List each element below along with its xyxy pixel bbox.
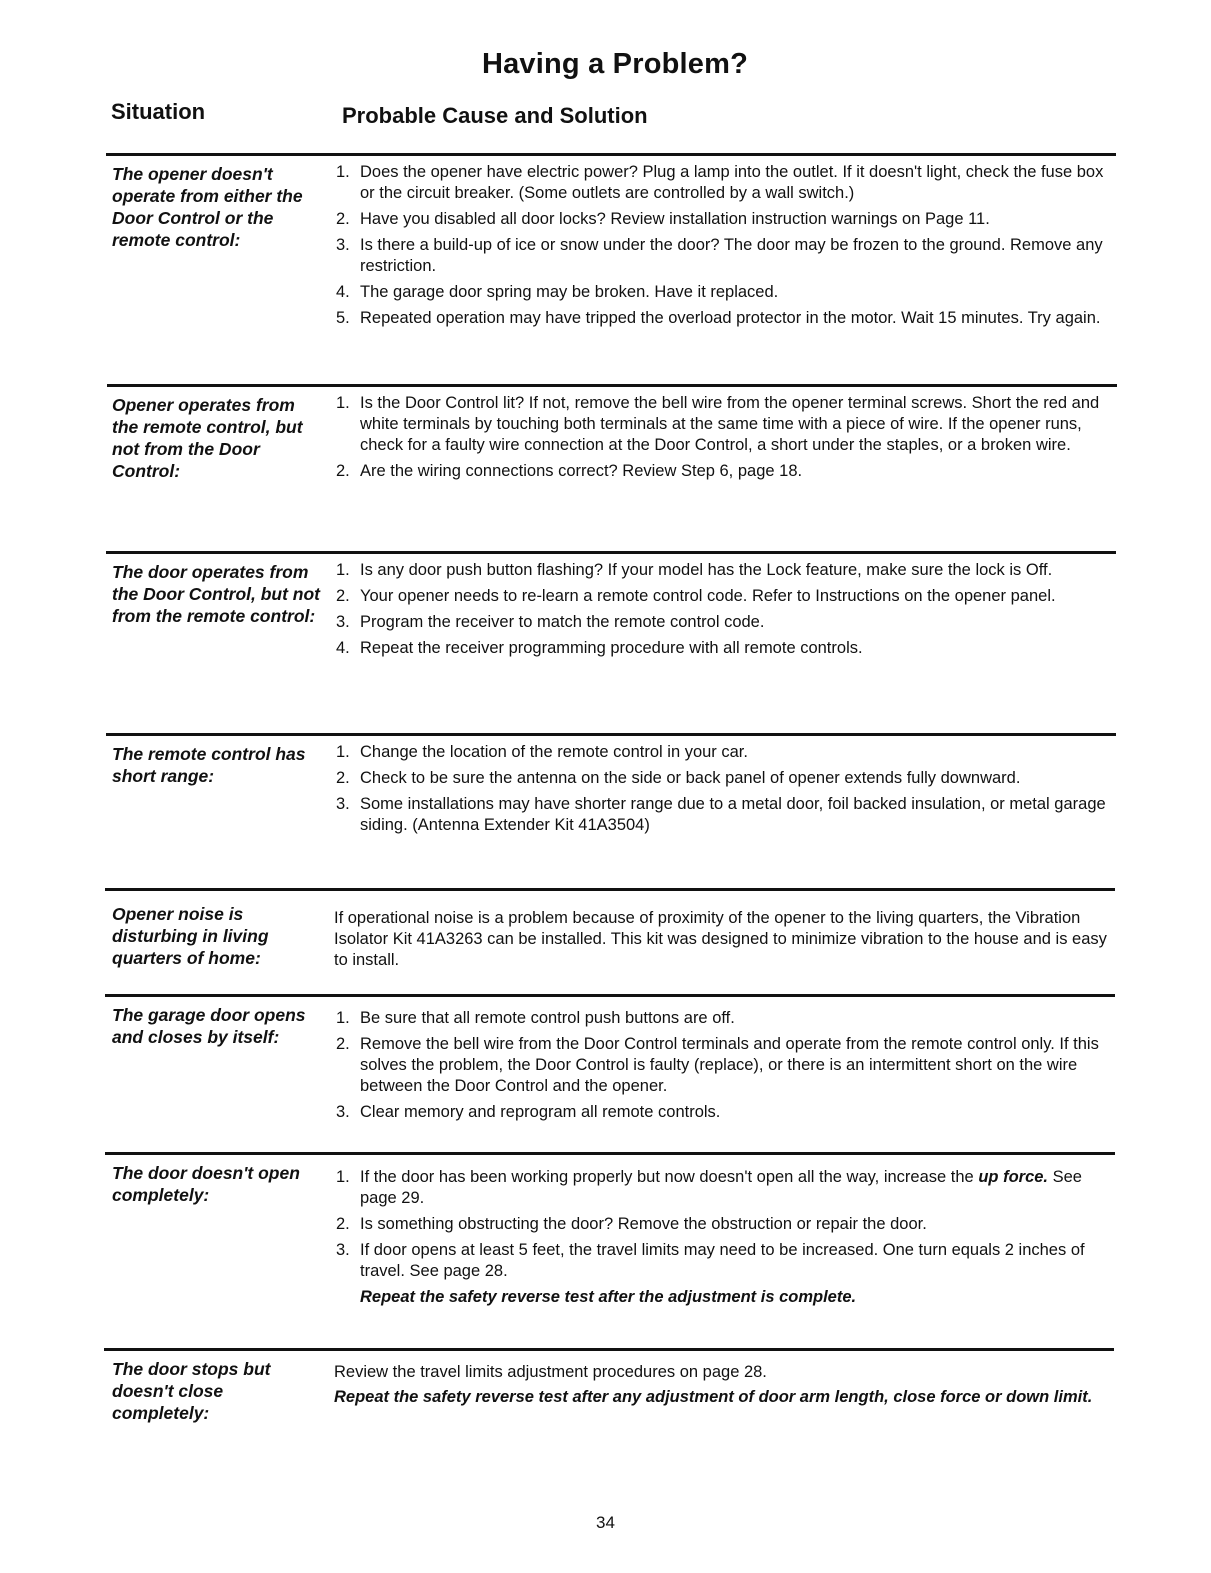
section-divider (107, 384, 1117, 387)
solution-paragraph: Review the travel limits adjustment procedures on page 28. Repeat the safety reverse test after any adjustment of door arm length, close force or down limit. (334, 1362, 1109, 1412)
list-item: 1. Does the opener have electric power? Plug a lamp into the outlet. If it doesn't light, check the fuse box or the circuit breaker. (Some outlets are controlled by a wall switch.) (336, 163, 1104, 202)
section-divider (106, 551, 1116, 554)
cause-column-header: Probable Cause and Solution (342, 103, 648, 128)
situation-text: Opener operates from the remote control, but not from the Door Control: (112, 395, 303, 481)
list-item: 3. Clear memory and reprogram all remote controls. (336, 1103, 721, 1121)
section-divider (105, 994, 1115, 997)
safety-warning: Repeat the safety reverse test after the adjustment is complete. (360, 1288, 857, 1306)
list-item: 4. The garage door spring may be broken. Have it replaced. (336, 283, 779, 301)
list-item: 1. Is any door push button flashing? If your model has the Lock feature, make sure the lock is Off. (336, 561, 1053, 579)
list-item: 5. Repeated operation may have tripped the overload protector in the motor. Wait 15 minutes. Try again. (336, 309, 1101, 327)
list-item: 2. Remove the bell wire from the Door Control terminals and operate from the remote control only. If this solves the problem, the Door Control is faulty (replace), or there is an intermittent short on the wire between the Door Control and the opener. (336, 1035, 1099, 1095)
list-item: 3. Some installations may have shorter range due to a metal door, foil backed insulation, or metal garage siding. (Antenna Extender Kit 41A3504) (336, 795, 1106, 834)
page-title: Having a Problem? (481, 48, 749, 80)
section-divider (104, 1348, 1114, 1351)
section-divider (106, 733, 1116, 736)
list-item: 1. Is the Door Control lit? If not, remove the bell wire from the opener terminal screws. Short the red and white terminals by touching both terminals at the same time with a piece of wire. If the opener runs, check for a faulty wire connection at the Door Control, a short under the staples, or a broken wire. (336, 394, 1100, 454)
list-item: 3. Is there a build-up of ice or snow under the door? The door may be frozen to the ground. Remove any restriction. (336, 236, 1103, 275)
list-item: 3. Program the receiver to match the remote control code. (336, 613, 765, 631)
solution-paragraph: If operational noise is a problem because of proximity of the opener to the living quarters, the Vibration Isolator Kit 41A3263 can be installed. This kit was designed to minimize vibration to the house and is easy to install. (334, 909, 1107, 969)
section-divider (106, 153, 1116, 156)
solution-list (334, 393, 1109, 487)
solution-list (334, 1167, 1109, 1313)
section-divider (105, 888, 1115, 891)
list-item: 1. If the door has been working properly but now doesn't open all the way, increase the up force. See page 29. (336, 1168, 1082, 1207)
page-number: 34 (596, 1513, 615, 1532)
list-item: 1. Be sure that all remote control push buttons are off. (336, 1009, 735, 1027)
situation-text: The door operates from the Door Control, but not from the remote control: (112, 562, 321, 626)
section-divider (105, 1152, 1115, 1155)
solution-list (334, 162, 1109, 334)
list-item: 2. Check to be sure the antenna on the side or back panel of opener extends fully downward. (336, 769, 1021, 787)
up-force-term: up force. (978, 1168, 1049, 1186)
situation-text: The door stops but doesn't close completely: (112, 1359, 271, 1423)
solution-list (334, 560, 1109, 664)
list-item: 4. Repeat the receiver programming procedure with all remote controls. (336, 639, 863, 657)
situation-text: The remote control has short range: (112, 744, 306, 786)
list-item: 3. If door opens at least 5 feet, the travel limits may need to be increased. One turn equals 2 inches of travel. See page 28. (336, 1241, 1085, 1280)
situation-text: Opener noise is disturbing in living quarters of home: (112, 904, 269, 968)
list-item: 1. Change the location of the remote control in your car. (336, 743, 748, 761)
solution-list (334, 742, 1109, 841)
solution-list (334, 1008, 1109, 1128)
list-item: 2. Is something obstructing the door? Remove the obstruction or repair the door. (336, 1215, 927, 1233)
list-item: 2. Have you disabled all door locks? Review installation instruction warnings on Page 11. (336, 210, 990, 228)
situation-column-header: Situation (111, 99, 206, 124)
situation-text: The garage door opens and closes by itself: (112, 1005, 306, 1047)
situation-text: The opener doesn't operate from either the Door Control or the remote control: (112, 164, 303, 250)
list-item: 2. Are the wiring connections correct? Review Step 6, page 18. (336, 462, 803, 480)
safety-warning: Repeat the safety reverse test after any adjustment of door arm length, close force or down limit. (334, 1388, 1093, 1406)
situation-text: The door doesn't open completely: (112, 1163, 300, 1205)
list-item: 2. Your opener needs to re-learn a remote control code. Refer to Instructions on the opener panel. (336, 587, 1056, 605)
